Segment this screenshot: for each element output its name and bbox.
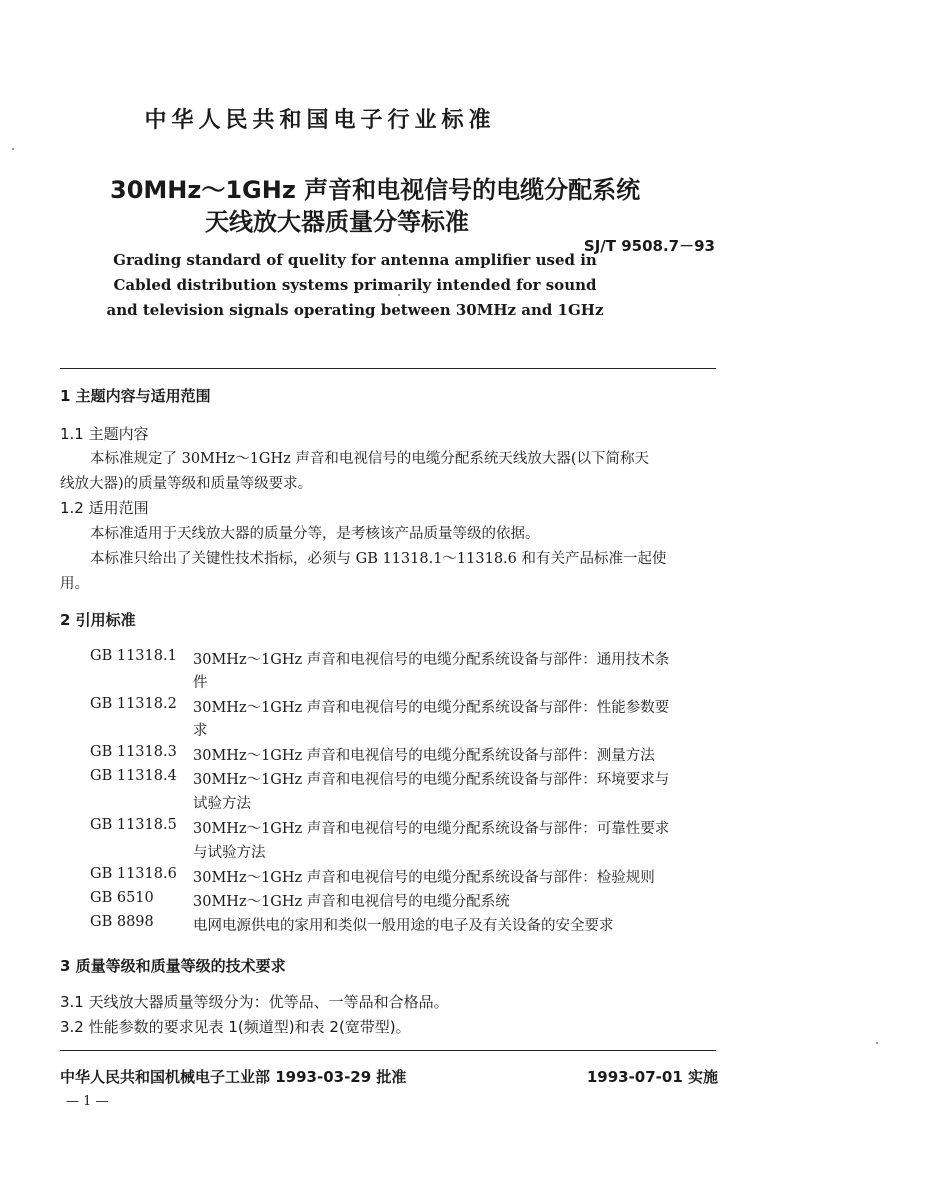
section-1-heading: 1 主题内容与适用范围 xyxy=(60,387,211,405)
page-number: — 1 — xyxy=(66,1094,109,1109)
ref-code: GB 11318.1 xyxy=(90,648,177,664)
section-1-1-text-line1: 本标准规定了 30MHz～1GHz 声音和电视信号的电缆分配系统天线放大器(以下简称天 xyxy=(90,451,650,467)
ref-title: 30MHz～1GHz 声音和电视信号的电缆分配系统设备与部件：性能参数要 xyxy=(193,700,670,716)
section-1-1-heading: 1.1 主题内容 xyxy=(60,425,149,443)
section-1-1-text-line2: 线放大器)的质量等级和质量等级要求。 xyxy=(60,476,313,492)
org-title: 中华人民共和国电子行业标准 xyxy=(144,108,496,133)
ref-title-cont: 试验方法 xyxy=(193,796,251,812)
section-1-2-heading: 1.2 适用范围 xyxy=(60,499,149,517)
scan-speck xyxy=(398,294,400,296)
ref-title: 30MHz～1GHz 声音和电视信号的电缆分配系统设备与部件：通用技术条 xyxy=(193,652,670,668)
ref-title: 30MHz～1GHz 声音和电视信号的电缆分配系统设备与部件：可靠性要求 xyxy=(193,821,670,837)
ref-code: GB 11318.5 xyxy=(90,817,177,833)
section-2-heading: 2 引用标准 xyxy=(60,611,136,629)
document-title-line2: 天线放大器质量分等标准 xyxy=(205,208,469,236)
ref-code: GB 6510 xyxy=(90,890,154,906)
ref-title: 30MHz～1GHz 声音和电视信号的电缆分配系统设备与部件：环境要求与 xyxy=(193,772,670,788)
ref-code: GB 11318.2 xyxy=(90,696,177,712)
scan-speck xyxy=(12,148,14,150)
ref-code: GB 11318.3 xyxy=(90,744,177,760)
section-1-2-text2-line1: 本标准只给出了关键性技术指标，必须与 GB 11318.1～11318.6 和有关产品标准一起使 xyxy=(90,551,667,567)
implementation-date: 1993-07-01 实施 xyxy=(586,1068,718,1086)
section-3-2-text: 3.2 性能参数的要求见表 1(频道型)和表 2(宽带型)。 xyxy=(60,1018,411,1036)
ref-code: GB 8898 xyxy=(90,914,154,930)
english-title-line1: Grading standard of quelity for antenna amplifier used in xyxy=(113,251,597,269)
ref-title-cont: 与试验方法 xyxy=(193,845,266,861)
document-title-line1: 30MHz～1GHz 声音和电视信号的电缆分配系统 xyxy=(110,176,641,204)
ref-title: 30MHz～1GHz 声音和电视信号的电缆分配系统 xyxy=(193,894,510,910)
ref-code: GB 11318.4 xyxy=(90,768,177,784)
section-3-heading: 3 质量等级和质量等级的技术要求 xyxy=(60,957,286,975)
scan-speck xyxy=(876,1042,878,1044)
english-title-line2: Cabled distribution systems primarily intended for sound xyxy=(113,276,597,294)
ref-title: 电网电源供电的家用和类似一般用途的电子及有关设备的安全要求 xyxy=(193,918,614,934)
english-title-line3: and television signals operating between 30MHz and 1GHz xyxy=(106,301,604,319)
ref-code: GB 11318.6 xyxy=(90,866,177,882)
approval-line: 中华人民共和国机械电子工业部 1993-03-29 批准 xyxy=(60,1068,407,1086)
ref-title-cont: 求 xyxy=(193,723,208,739)
ref-title-cont: 件 xyxy=(193,675,208,691)
ref-title: 30MHz～1GHz 声音和电视信号的电缆分配系统设备与部件：检验规则 xyxy=(193,870,655,886)
standard-code: SJ/T 9508.7－93 xyxy=(583,237,715,255)
footer-divider xyxy=(60,1050,716,1051)
ref-title: 30MHz～1GHz 声音和电视信号的电缆分配系统设备与部件：测量方法 xyxy=(193,748,655,764)
section-1-2-text2-line2: 用。 xyxy=(60,576,89,592)
header-divider xyxy=(60,368,716,369)
section-3-1-text: 3.1 天线放大器质量等级分为：优等品、一等品和合格品。 xyxy=(60,993,449,1011)
section-1-2-text1: 本标准适用于天线放大器的质量分等，是考核该产品质量等级的依据。 xyxy=(90,526,540,542)
